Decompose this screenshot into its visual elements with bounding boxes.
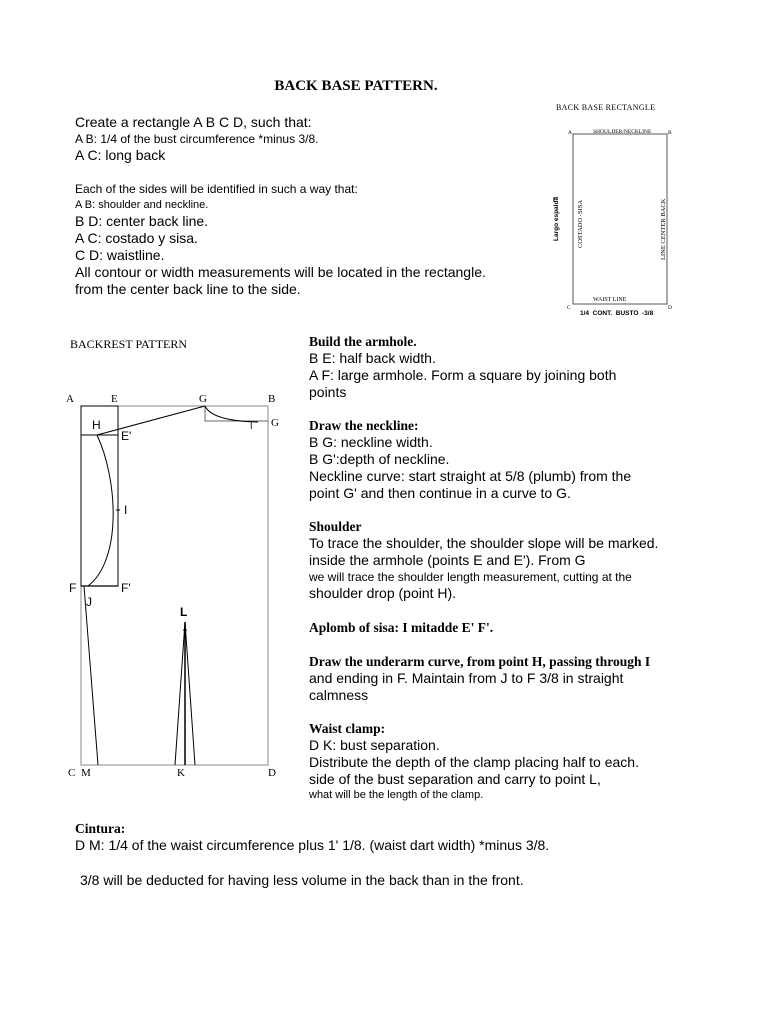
rect-label-a: A bbox=[568, 130, 572, 136]
intro-line: A B: 1/4 of the bust circumference *minus 3/8. bbox=[75, 132, 319, 146]
section-heading: Waist clamp: bbox=[309, 721, 386, 736]
cintura-section bbox=[75, 820, 549, 854]
shoulder-line bbox=[97, 406, 205, 435]
section-line: shoulder drop (point H). bbox=[309, 585, 457, 601]
backrest-pattern-figure bbox=[60, 330, 300, 790]
section-line: we will trace the shoulder length measurement, cutting at the bbox=[309, 570, 632, 584]
section-heading: Build the armhole. bbox=[309, 334, 417, 349]
closing-note: 3/8 will be deducted for having less volume in the back than in the front. bbox=[80, 872, 524, 888]
label-g: G bbox=[199, 393, 207, 405]
label-g-prime: G bbox=[271, 417, 279, 429]
section-line: Neckline curve: start straight at 5/8 (plumb) from the bbox=[309, 468, 632, 484]
section-line: B G':depth of neckline. bbox=[309, 451, 450, 467]
rect-label-b: B bbox=[668, 130, 672, 136]
label-m: M bbox=[81, 767, 91, 779]
section-line: B G: neckline width. bbox=[309, 434, 433, 450]
rect-outline bbox=[573, 134, 667, 304]
section-line: Distribute the depth of the clamp placing half to each. bbox=[309, 754, 639, 770]
label-d: D bbox=[268, 767, 276, 779]
intro-line: Create a rectangle A B C D, such that: bbox=[75, 114, 312, 130]
back-base-rectangle-figure bbox=[540, 98, 710, 324]
sides-line: B D: center back line. bbox=[75, 213, 209, 229]
intro-block bbox=[75, 114, 318, 164]
section-heading: Shoulder bbox=[309, 519, 362, 534]
rect-bottom-label: WAIST LINE bbox=[593, 297, 627, 303]
section-line: D K: bust separation. bbox=[309, 737, 440, 753]
section-heading: Draw the neckline: bbox=[309, 418, 419, 433]
underarm-curve bbox=[88, 435, 113, 586]
section-heading: Draw the underarm curve, from point H, passing through I bbox=[309, 654, 651, 669]
section-line: side of the bust separation and carry to point L, bbox=[309, 771, 601, 787]
section-line: point G' and then continue in a curve to G. bbox=[309, 485, 571, 501]
label-i-neck: I bbox=[250, 421, 253, 431]
label-l: L bbox=[180, 605, 188, 619]
sides-block bbox=[75, 181, 486, 298]
rect-right-label: LINE CENTER BACK bbox=[660, 198, 667, 260]
sides-line: A C: costado y sisa. bbox=[75, 230, 198, 246]
sides-line: from the center back line to the side. bbox=[75, 281, 301, 297]
label-f-prime: F' bbox=[121, 581, 131, 595]
shoulder-section bbox=[309, 518, 658, 602]
label-a: A bbox=[66, 393, 74, 405]
rect-left-inner-label: COSTADO -SISA bbox=[577, 199, 584, 248]
neckline-section bbox=[309, 417, 631, 502]
rect-caption: BACK BASE RECTANGLE bbox=[556, 103, 656, 112]
section-heading: Aplomb of sisa: I mitadde E' F'. bbox=[309, 620, 494, 635]
underarm-section bbox=[309, 653, 650, 704]
label-f: F bbox=[69, 581, 77, 595]
section-line: D M: 1/4 of the waist circumference plus 1' 1/8. (waist dart width) *minus 3/8. bbox=[75, 837, 550, 853]
intro-line: A C: long back bbox=[75, 147, 166, 163]
label-b: B bbox=[268, 393, 276, 405]
sides-line: Each of the sides will be identified in such a way that: bbox=[75, 182, 358, 196]
section-line: points bbox=[309, 384, 347, 400]
rect-top-label: SHOULDER/NECKLINE bbox=[593, 129, 652, 135]
section-line: and ending in F. Maintain from J to F 3/8 in straight bbox=[309, 670, 624, 686]
rect-label-c: C bbox=[567, 305, 571, 311]
section-line: calmness bbox=[309, 687, 369, 703]
section-line: B E: half back width. bbox=[309, 350, 436, 366]
aplomb-section bbox=[309, 619, 493, 636]
rect-left-outer-label: Largo espalda bbox=[553, 196, 560, 241]
sides-line: C D: waistline. bbox=[75, 247, 165, 263]
waist-clamp-section bbox=[309, 720, 639, 802]
label-c: C bbox=[68, 767, 76, 779]
label-e-prime: E' bbox=[121, 429, 132, 443]
page-title: BACK BASE PATTERN. bbox=[274, 78, 438, 94]
rect-below-label: 1/4 CONT. BUSTO -3/8 bbox=[580, 310, 654, 317]
pattern-caption: BACKREST PATTERN bbox=[70, 337, 188, 351]
label-h: H bbox=[92, 418, 101, 432]
section-heading: Cintura: bbox=[75, 821, 126, 836]
sides-line: A B: shoulder and neckline. bbox=[75, 199, 209, 211]
label-i: I bbox=[124, 503, 128, 517]
neckline-box bbox=[205, 406, 268, 421]
section-line: what will be the length of the clamp. bbox=[309, 789, 484, 801]
neckline-curve bbox=[205, 406, 258, 422]
section-line: To trace the shoulder, the shoulder slope will be marked. bbox=[309, 535, 659, 551]
rect-label-d: D bbox=[668, 305, 672, 311]
label-e: E bbox=[111, 393, 118, 405]
side-seam bbox=[84, 586, 98, 765]
armhole-section bbox=[309, 333, 616, 401]
section-line: A F: large armhole. Form a square by joining both bbox=[309, 367, 617, 383]
section-line: inside the armhole (points E and E'). From G bbox=[309, 552, 586, 568]
sides-line: All contour or width measurements will be located in the rectangle. bbox=[75, 264, 486, 280]
label-k: K bbox=[177, 767, 185, 779]
label-j: J bbox=[86, 595, 92, 609]
